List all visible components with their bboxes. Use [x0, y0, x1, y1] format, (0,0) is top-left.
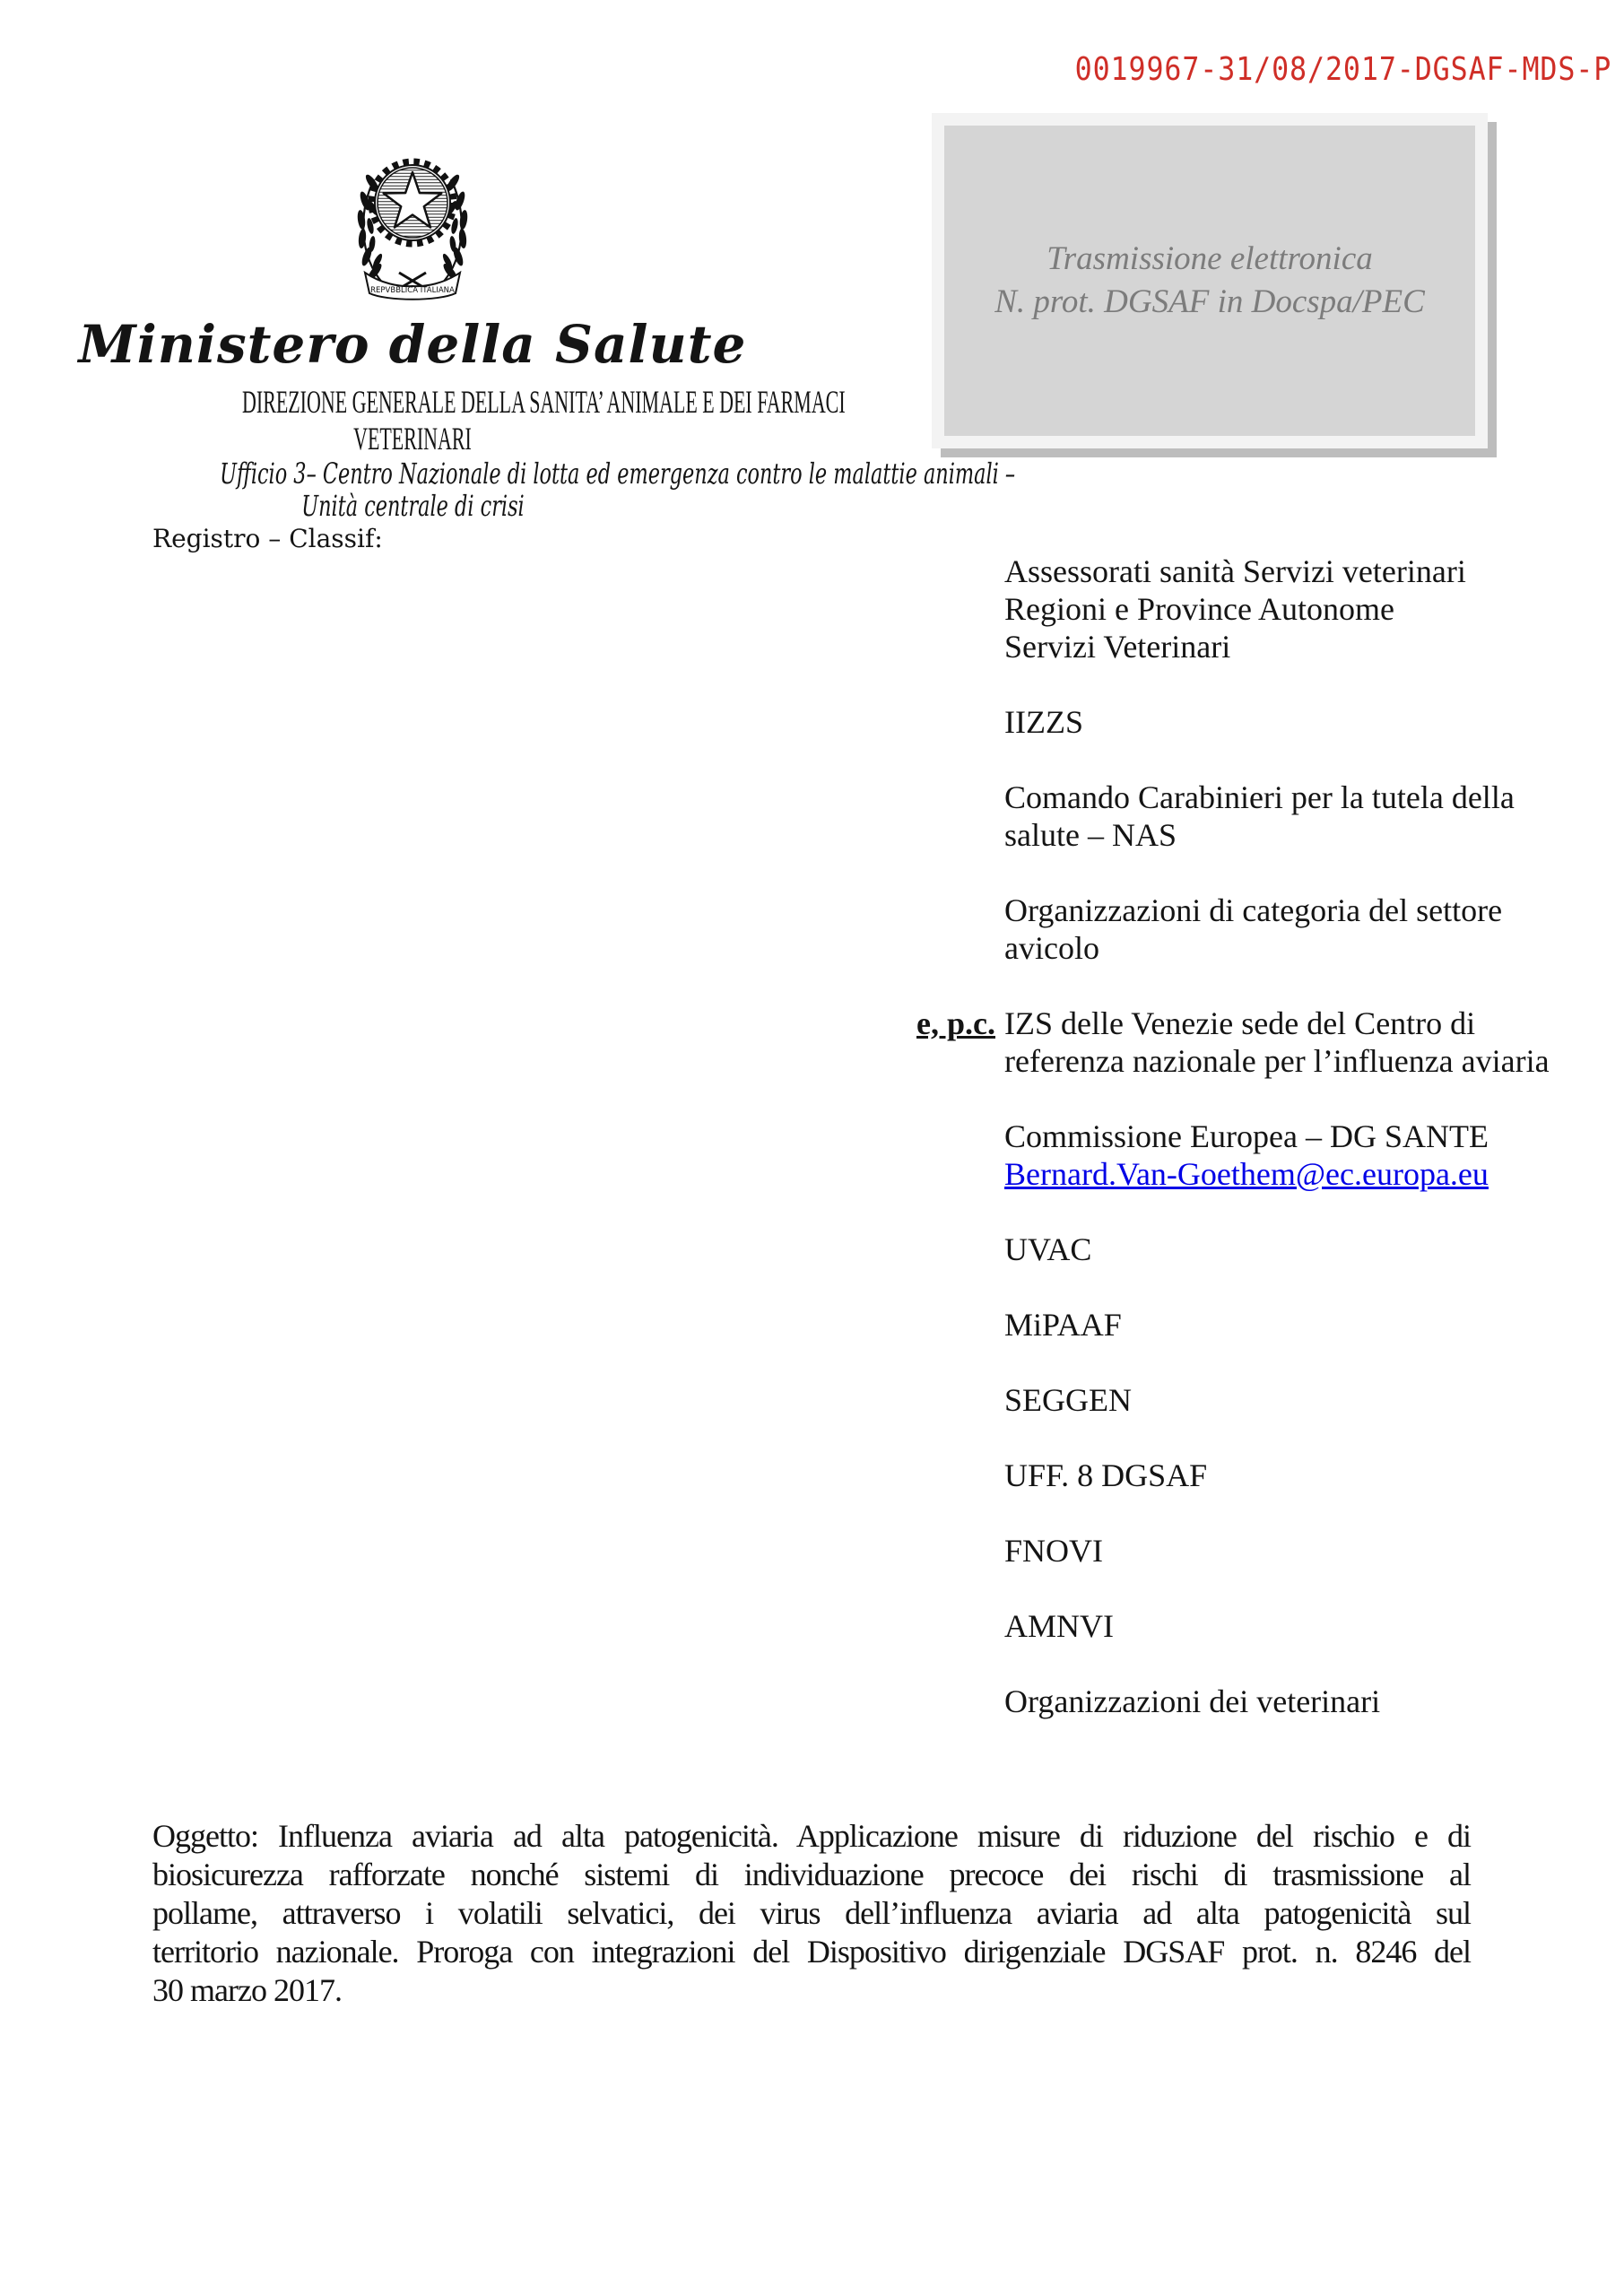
subject-paragraph — [152, 1817, 1471, 2010]
office-line-2: Unità centrale di crisi — [300, 489, 525, 523]
recipient-line: FNOVI — [1004, 1533, 1104, 1569]
recipients-block — [916, 552, 1562, 1758]
emblem-ribbon-text: REPVBBLICA ITALIANA — [370, 286, 455, 295]
office-line-1: Ufficio 3– Centro Nazionale di lotta ed emergenza contro le malattie animali – — [220, 457, 1016, 491]
recipient-line: IIZZS — [1004, 704, 1083, 740]
recipient-item — [916, 1457, 1562, 1494]
transmission-line-2: N. prot. DGSAF in Docspa/PEC — [994, 283, 1425, 320]
email-link[interactable]: Bernard.Van-Goethem@ec.europa.eu — [1004, 1156, 1489, 1192]
recipient-item — [916, 1381, 1562, 1419]
recipient-line: Commissione Europea – DG SANTE — [1004, 1118, 1489, 1154]
transmission-stamp-inner — [944, 126, 1475, 436]
recipient-item — [916, 891, 1562, 967]
recipient-line: IZS delle Venezie sede del Centro di — [1004, 1005, 1476, 1041]
recipient-line: UFF. 8 DGSAF — [1004, 1457, 1208, 1493]
directorate-title — [49, 384, 846, 457]
recipient-line: avicolo — [1004, 930, 1099, 966]
recipient-line: MiPAAF — [1004, 1307, 1122, 1343]
recipient-line: Assessorati sanità Servizi veterinari — [1004, 553, 1466, 589]
recipient-item — [916, 1532, 1562, 1570]
ministry-name: Ministero della Salute — [78, 314, 747, 375]
recipient-item — [916, 552, 1562, 665]
italian-republic-emblem — [345, 131, 480, 310]
registro-classif-label: Registro – Classif: — [152, 524, 383, 553]
recipient-line: Organizzazioni dei veterinari — [1004, 1683, 1381, 1719]
recipient-item — [916, 778, 1562, 854]
recipient-line: Regioni e Province Autonome — [1004, 591, 1394, 627]
transmission-line-1: Trasmissione elettronica — [1046, 240, 1373, 277]
recipient-line: AMNVI — [1004, 1608, 1114, 1644]
recipient-line: Comando Carabinieri per la tutela della — [1004, 779, 1515, 815]
subject-line: biosicurezza rafforzate nonché sistemi di individuazione precoce dei rischi di trasmissione al — [152, 1857, 1471, 1892]
recipient-line: UVAC — [1004, 1231, 1092, 1267]
recipient-item — [916, 1118, 1562, 1193]
subject-line: pollame, attraverso i volatili selvatici, dei virus dell’influenza aviaria ad alta patogenicità sul — [152, 1895, 1471, 1931]
recipient-item — [916, 703, 1562, 741]
protocol-number-stamp: 0019967-31/08/2017-DGSAF-MDS-P — [1074, 51, 1611, 88]
recipient-item-cc — [916, 1004, 1562, 1080]
cc-label: e, p.c. — [916, 1005, 995, 1041]
office-subtitle — [49, 457, 1016, 523]
recipient-item — [916, 1607, 1562, 1645]
subject-line: territorio nazionale. Proroga con integrazioni del Dispositivo dirigenziale DGSAF prot. n. 8246 del — [152, 1934, 1471, 1970]
emblem-wrap — [49, 131, 776, 312]
subject-line: Oggetto: Influenza aviaria ad alta patogenicità. Applicazione misure di riduzione del rischio e di — [152, 1818, 1471, 1854]
recipient-line: Organizzazioni di categoria del settore — [1004, 892, 1503, 928]
recipient-line: Servizi Veterinari — [1004, 629, 1231, 665]
transmission-stamp-box — [932, 113, 1488, 448]
recipient-line: salute – NAS — [1004, 817, 1177, 853]
recipient-item — [916, 1683, 1562, 1720]
recipient-line: referenza nazionale per l’influenza aviaria — [1004, 1043, 1550, 1079]
directorate-line-2: VETERINARI — [353, 421, 472, 457]
recipient-line: SEGGEN — [1004, 1382, 1132, 1418]
recipient-item — [916, 1231, 1562, 1268]
subject-line: 30 marzo 2017. — [152, 1972, 342, 2008]
letterhead — [49, 131, 1016, 523]
recipient-item — [916, 1306, 1562, 1344]
directorate-line-1: DIREZIONE GENERALE DELLA SANITA’ ANIMALE E DEI FARMACI — [242, 384, 846, 420]
